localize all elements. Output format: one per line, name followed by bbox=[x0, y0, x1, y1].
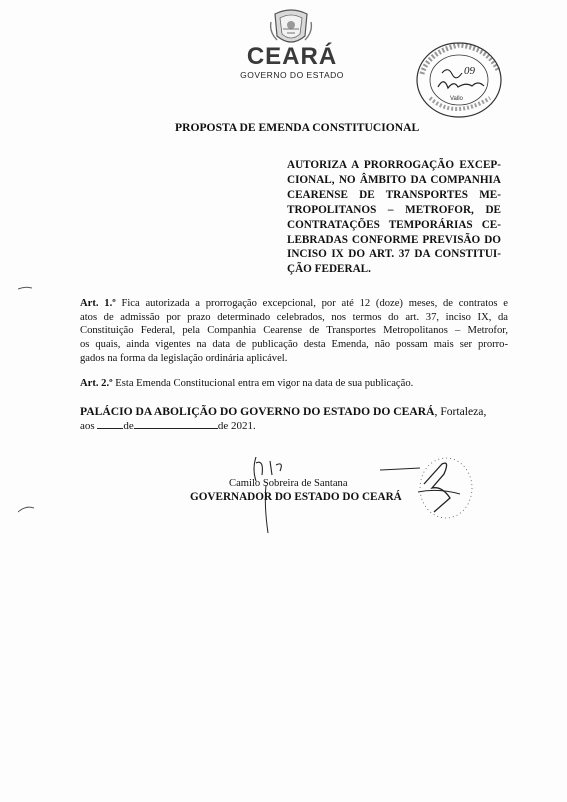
stamp-date: 09 bbox=[464, 65, 475, 77]
rubric-stamp bbox=[380, 450, 475, 525]
closing-de: de bbox=[123, 420, 134, 432]
closing-city: , Fortaleza, bbox=[434, 405, 487, 418]
signatory-name: Camilo Sobreira de Santana bbox=[229, 478, 348, 489]
article-1-line: Fica autorizada a prorrogação excepcional, por até 12 (doze) meses, de contratos e bbox=[121, 298, 508, 309]
margin-mark bbox=[18, 286, 32, 290]
palace-name: PALÁCIO DA ABOLIÇÃO DO GOVERNO DO ESTADO DO CEARÁ bbox=[80, 405, 435, 418]
brand-logo bbox=[232, 44, 352, 80]
ementa-line: ÇÃO FEDERAL. bbox=[287, 263, 371, 276]
article-2 bbox=[80, 377, 508, 391]
ementa-line: INCISO IX DO ART. 37 DA CONSTITUI- bbox=[287, 248, 501, 261]
document-title: PROPOSTA DE EMENDA CONSTITUCIONAL bbox=[175, 121, 420, 134]
ementa-line: CEARENSE DE TRANSPORTES ME- bbox=[287, 188, 501, 201]
ementa-line: TROPOLITANOS – METROFOR, DE bbox=[287, 203, 501, 216]
month-blank bbox=[134, 419, 218, 429]
article-1-line: os quais, ainda vigentes na data de publicação desta Emenda, não possam mais ser prorro- bbox=[80, 339, 508, 351]
article-1-line: Constituição Federal, pela Companhia Cearense de Transportes Metropolitanos – Metrofor, bbox=[80, 325, 508, 337]
stamp-signature: Vallo bbox=[450, 96, 463, 102]
brand-name: CEARÁ bbox=[246, 43, 338, 70]
article-2-label: Art. 2.º bbox=[80, 378, 113, 389]
article-2-text: Esta Emenda Constitucional entra em vigor na data de sua publicação. bbox=[115, 378, 414, 389]
article-1-label: Art. 1.º bbox=[80, 298, 116, 309]
ementa bbox=[287, 158, 501, 277]
ementa-line: CONTRATAÇÕES TEMPORÁRIAS CE- bbox=[287, 218, 501, 231]
closing-block bbox=[80, 404, 508, 434]
margin-mark bbox=[18, 505, 34, 513]
day-blank bbox=[97, 419, 123, 429]
article-1 bbox=[80, 297, 508, 366]
coat-of-arms-icon bbox=[269, 8, 313, 48]
closing-year: de 2021. bbox=[217, 420, 256, 432]
closing-aos: aos bbox=[80, 420, 95, 432]
ementa-line: CIONAL, NO ÂMBITO DA COMPANHIA bbox=[287, 173, 501, 186]
ementa-line: LEBRADAS CONFORME PREVISÃO DO bbox=[287, 233, 501, 246]
article-1-line: atos de admissão por prazo determinado celebrados, nos termos do art. 37, inciso IX, da bbox=[80, 311, 508, 323]
protocol-stamp bbox=[414, 40, 504, 120]
brand-subtitle: GOVERNO DO ESTADO bbox=[240, 70, 344, 80]
signatory-role: GOVERNADOR DO ESTADO DO CEARÁ bbox=[190, 491, 402, 503]
article-1-line: gados na forma da legislação ordinária aplicável. bbox=[80, 352, 288, 364]
ementa-line: AUTORIZA A PRORROGAÇÃO EXCEP- bbox=[287, 159, 501, 171]
